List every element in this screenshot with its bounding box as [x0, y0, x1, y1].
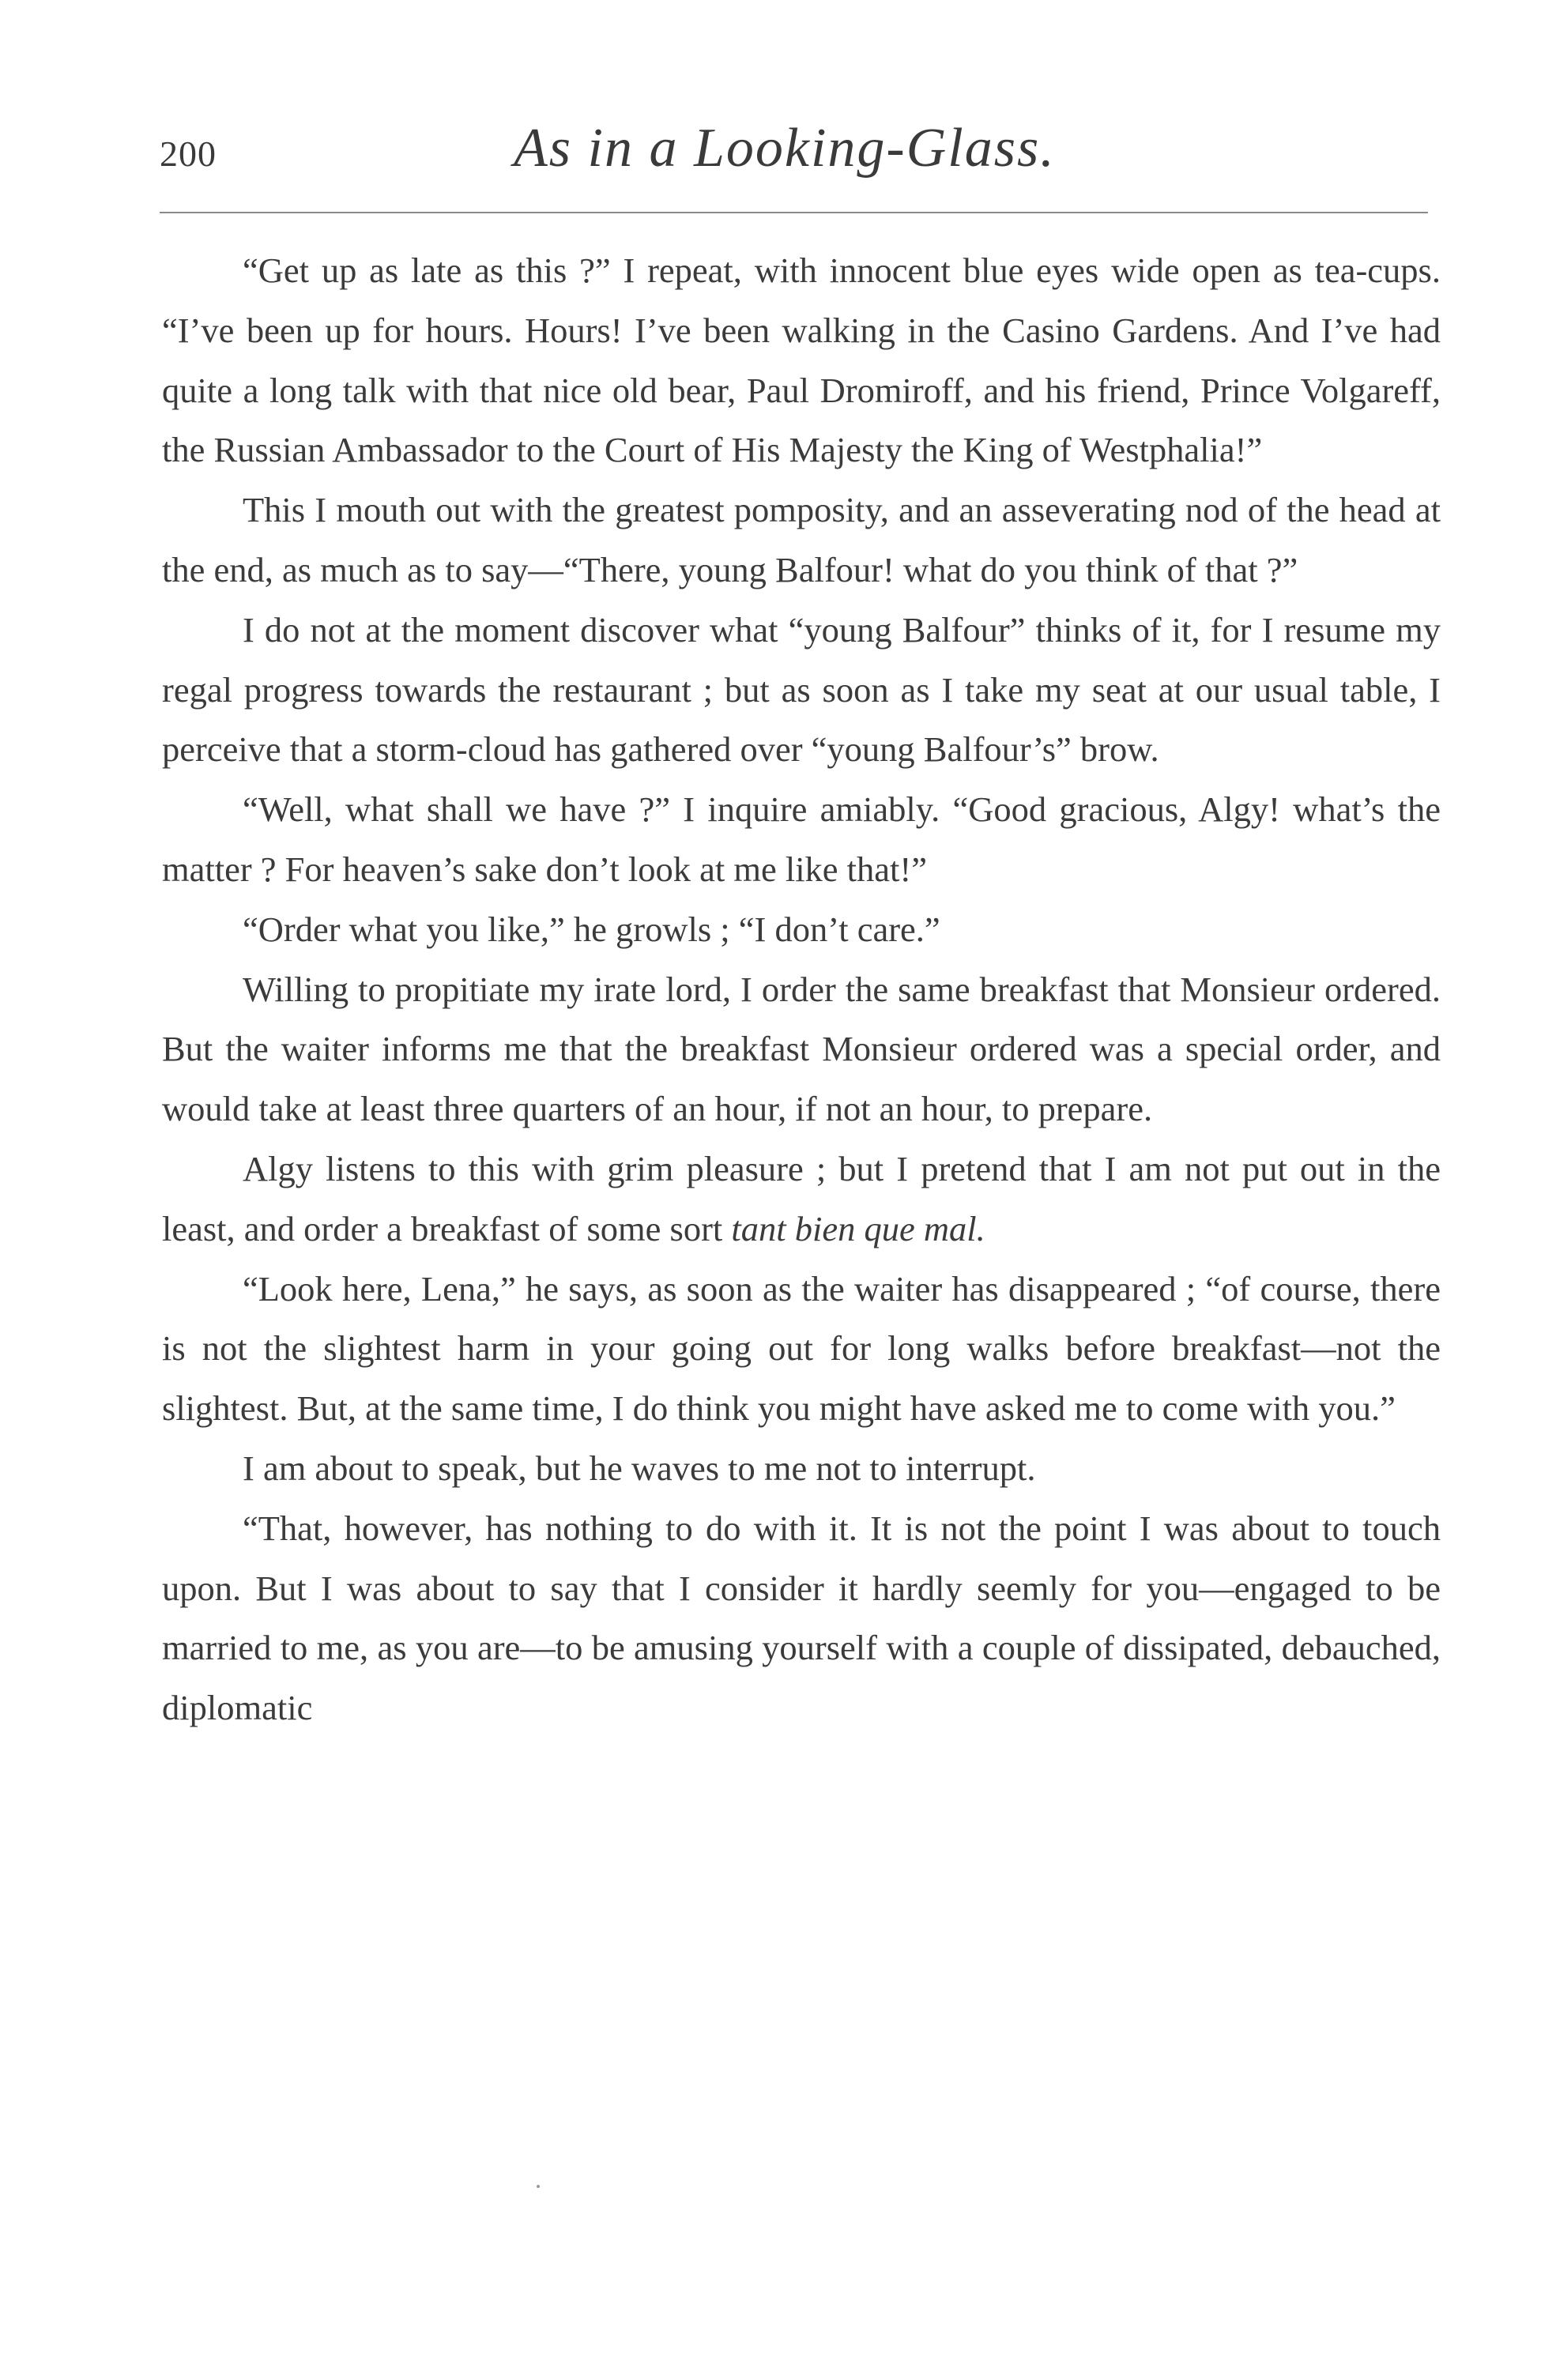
- paper-speck: [537, 2185, 540, 2188]
- italic-phrase: tant bien que mal.: [731, 1208, 985, 1248]
- paragraph-text: “Get up as late as this ?” I repeat, with innocent blue eyes wide open as tea-cups. “I’ve been up for hours. Hours! I’ve been walking in the Casino Gardens. And I’ve had quite a long talk with that nice old bear, Paul Dromiroff, and his friend, Prince Volgareff, the Russian Ambassador to the Court of His Majesty the King of Westphalia!”: [162, 250, 1441, 470]
- paragraph-text: I do not at the moment discover what “young Balfour” thinks of it, for I resume my regal progress towards the restaurant ; but as soon as I take my seat at our usual table, I perceive that a storm-cloud has gathered over “young Balfour’s” brow.: [162, 609, 1441, 770]
- paragraph-text: “That, however, has nothing to do with it. It is not the point I was about to touch upon. But I was about to say that I consider it hardly seemly for you—engaged to be married to me, as you are—to be amusing yourself with a couple of dissipated, debauched, diplomatic: [162, 1508, 1441, 1728]
- body-text: [162, 241, 1441, 1738]
- paragraph-text: “Well, what shall we have ?” I inquire amiably. “Good gracious, Algy! what’s the matter ? For heaven’s sake don’t look at me like that!”: [162, 789, 1441, 889]
- paragraph-text: Willing to propitiate my irate lord, I order the same breakfast that Monsieur ordered. But the waiter informs me that the breakfast Monsieur ordered was a special order, and would take at least three quarters of an hour, if not an hour, to prepare.: [162, 969, 1441, 1129]
- running-title: As in a Looking-Glass.: [514, 118, 1056, 179]
- paragraph: [162, 1499, 1441, 1738]
- paragraph-text: Algy listens to this with grim pleasure ; but I pretend that I am not put out in the least, and order a breakfast of some sort: [162, 1148, 1441, 1248]
- paragraph: [162, 1260, 1441, 1439]
- paragraph-text: I am about to speak, but he waves to me not to interrupt.: [243, 1448, 1036, 1488]
- paragraph: [162, 241, 1441, 480]
- paragraph: [162, 1139, 1441, 1260]
- paragraph: [162, 900, 1441, 960]
- paragraph: [162, 780, 1441, 900]
- paragraph: [162, 480, 1441, 601]
- header-rule: [160, 212, 1428, 213]
- page-number: 200: [160, 134, 217, 174]
- paragraph-text: This I mouth out with the greatest pomposity, and an asseverating nod of the head at the end, as much as to say—“There, young Balfour! what do you think of that ?”: [162, 490, 1441, 589]
- paragraph: [162, 960, 1441, 1139]
- paragraph-text: “Order what you like,” he growls ; “I don’t care.”: [243, 909, 940, 949]
- paragraph: [162, 601, 1441, 780]
- paragraph: [162, 1439, 1441, 1499]
- paragraph-text: “Look here, Lena,” he says, as soon as the waiter has disappeared ; “of course, there is not the slightest harm in your going out for long walks before breakfast—not the slightest. But, at the same time, I do think you might have asked me to come with you.”: [162, 1268, 1441, 1429]
